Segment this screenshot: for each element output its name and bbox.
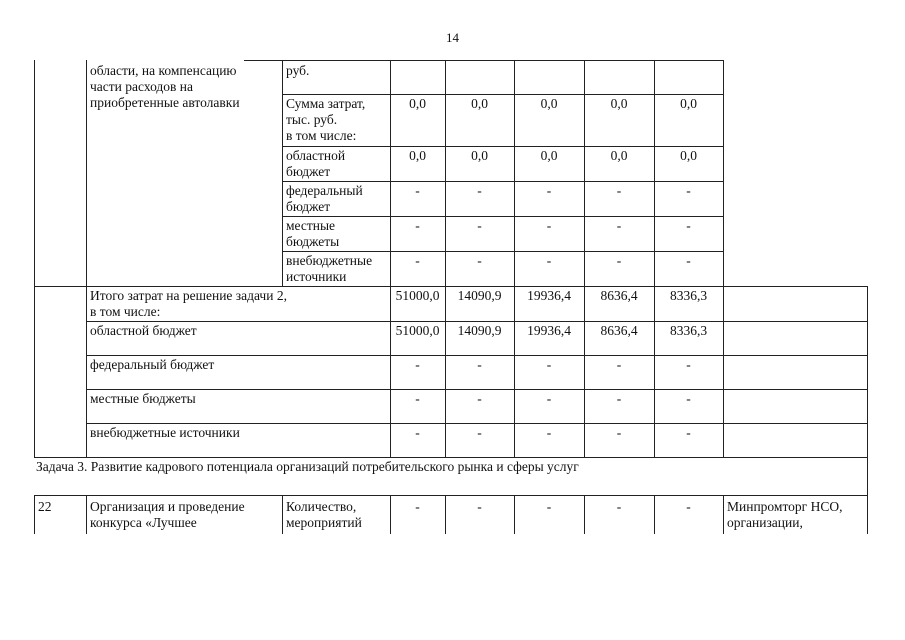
total-value: 19936,4 — [527, 288, 571, 303]
total-local-value: - — [477, 391, 482, 406]
total-value: 8336,3 — [669, 288, 708, 303]
total-extrabudget-value: - — [616, 425, 622, 440]
local-value: - — [415, 218, 420, 233]
rule — [867, 457, 868, 495]
total-regional-value: 8636,4 — [600, 323, 638, 338]
rule — [86, 321, 868, 322]
rule — [282, 60, 283, 286]
local-budget-label: местные бюджеты — [286, 218, 340, 249]
total-regional-value: 51000,0 — [395, 323, 440, 338]
rule — [34, 495, 35, 534]
extrabudget-value: - — [415, 253, 420, 268]
rule — [86, 355, 868, 356]
rule — [86, 389, 868, 390]
rule — [34, 286, 868, 287]
total-regional-value: 14090,9 — [457, 323, 502, 338]
unit: Количество, мероприятий — [286, 499, 362, 530]
total-value: 51000,0 — [395, 288, 440, 303]
federal-value: - — [415, 183, 420, 198]
rule — [34, 495, 868, 496]
rule — [34, 457, 868, 458]
total-local-value: - — [415, 391, 420, 406]
rule — [34, 60, 35, 457]
rule — [244, 60, 724, 61]
row-number: 22 — [38, 499, 52, 514]
budget-table — [34, 60, 868, 534]
rule — [282, 251, 724, 252]
extrabudget-label: внебюджетные источники — [286, 253, 373, 284]
row22-value: - — [686, 499, 691, 514]
total-regional-label: областной бюджет — [90, 323, 197, 338]
rule — [723, 60, 724, 457]
federal-value: - — [616, 183, 622, 198]
rule — [723, 495, 724, 534]
extrabudget-value: - — [686, 253, 691, 268]
total-federal-value: - — [686, 357, 691, 372]
row22-value: - — [616, 499, 622, 514]
rule — [86, 495, 87, 534]
federal-value: - — [546, 183, 552, 198]
sum-label: Сумма затрат, тыс. руб. в том числе: — [286, 96, 366, 143]
regional-value: 0,0 — [680, 148, 697, 163]
total-federal-label: федеральный бюджет — [90, 357, 215, 372]
measure-name: Организация и проведение конкурса «Лучшее — [90, 499, 245, 530]
total-federal-value: - — [415, 357, 420, 372]
local-value: - — [686, 218, 691, 233]
row22-value: - — [546, 499, 552, 514]
total-extrabudget-label: внебюджетные источники — [90, 425, 240, 440]
page-number: 14 — [446, 30, 459, 45]
sum-value: 0,0 — [540, 96, 558, 111]
regional-value: 0,0 — [471, 148, 488, 163]
total-federal-value: - — [616, 357, 622, 372]
row22-value: - — [415, 499, 420, 514]
rule — [867, 286, 868, 457]
total-regional-value: 8336,3 — [669, 323, 708, 338]
measure-name-cont: области, на компенсацию части расходов на приобретенные автолавки — [90, 63, 240, 110]
total-extrabudget-value: - — [477, 425, 482, 440]
total-extrabudget-value: - — [415, 425, 420, 440]
rule — [282, 94, 724, 95]
total-local-value: - — [616, 391, 622, 406]
total-value: 14090,9 — [457, 288, 502, 303]
total-local-value: - — [546, 391, 552, 406]
rule — [86, 423, 868, 424]
rule — [867, 495, 868, 534]
rule — [282, 181, 724, 182]
total-extrabudget-value: - — [546, 425, 552, 440]
rule — [282, 495, 283, 534]
local-value: - — [477, 218, 482, 233]
regional-value: 0,0 — [540, 148, 558, 163]
rule — [282, 146, 724, 147]
total-federal-value: - — [477, 357, 482, 372]
total-regional-value: 19936,4 — [527, 323, 571, 338]
federal-budget-label: федеральный бюджет — [286, 183, 363, 214]
rule — [282, 216, 724, 217]
total-federal-value: - — [546, 357, 552, 372]
regional-budget-label: областной бюджет — [286, 148, 346, 179]
total-local-value: - — [686, 391, 691, 406]
extrabudget-value: - — [546, 253, 552, 268]
regional-value: 0,0 — [409, 148, 426, 163]
rule — [86, 60, 87, 457]
extrabudget-value: - — [616, 253, 622, 268]
sum-value: 0,0 — [409, 96, 426, 111]
local-value: - — [616, 218, 622, 233]
total-value: 8636,4 — [600, 288, 638, 303]
unit-cont: руб. — [286, 63, 310, 78]
sum-value: 0,0 — [680, 96, 697, 111]
sum-value: 0,0 — [471, 96, 488, 111]
total-local-label: местные бюджеты — [90, 391, 196, 406]
task3-heading: Задача 3. Развитие кадрового потенциала организаций потребительского рынка и сферы услуг — [36, 459, 579, 474]
sum-value: 0,0 — [610, 96, 628, 111]
local-value: - — [546, 218, 552, 233]
federal-value: - — [686, 183, 691, 198]
total-extrabudget-value: - — [686, 425, 691, 440]
executor: Минпромторг НСО, организации, — [727, 499, 843, 530]
total-task2-label: Итого затрат на решение задачи 2, в том числе: — [90, 288, 287, 319]
federal-value: - — [477, 183, 482, 198]
extrabudget-value: - — [477, 253, 482, 268]
row22-value: - — [477, 499, 482, 514]
regional-value: 0,0 — [610, 148, 628, 163]
